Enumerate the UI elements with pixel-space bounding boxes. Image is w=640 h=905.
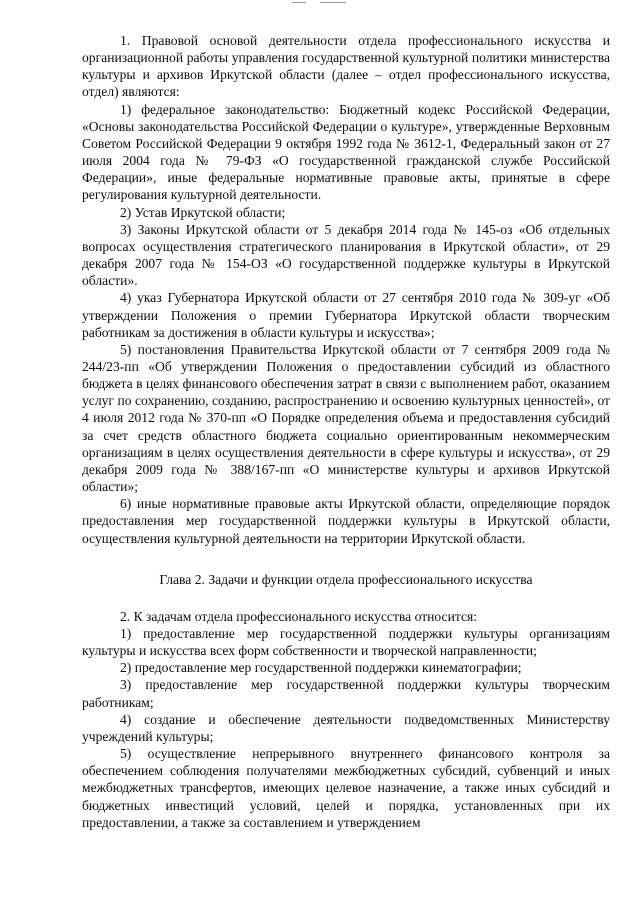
paragraph-regional-charter: 2) Устав Иркутской области;	[120, 204, 286, 220]
paragraph-governor-decree: 4) указ Губернатора Иркутской области от 27 сентября 2010 года № 309-уг «Об утверждении Положения о премии Губернатора Иркутской области творческим работникам за достижения в области культуры и искусства»;	[82, 290, 610, 340]
paragraph-task-3: 3) предоставление мер государственной поддержки культуры творческим работникам;	[82, 677, 610, 710]
paragraph-federal-legislation: 1) федеральное законодательство: Бюджетный кодекс Российской Федерации, «Основы законодательства Российской Федерации о культуре», утвержденные Верховным Советом Российской Федерации 9 октября 1992 года № 3612-1, Федеральный закон от 27 июля 2004 года № 79-ФЗ «О государственной гражданской службе Российской Федерации», иные федеральные нормативные правовые акты, принятые в сфере регулирования культурной деятельности.	[82, 101, 610, 203]
document-page	[82, 32, 610, 831]
paragraph-legal-basis-intro: 1. Правовой основой деятельности отдела профессионального искусства и организационной работы управления государственной культурной политики министерства культуры и архивов Иркутской области (далее – отдел профессионального искусства, отдел) являются:	[82, 33, 610, 100]
chapter-heading: Глава 2. Задачи и функции отдела профессионального искусства	[159, 571, 533, 587]
paragraph-tasks-intro: 2. К задачам отдела профессионального искусства относится:	[120, 608, 478, 624]
paragraph-other-regional-acts: 6) иные нормативные правовые акты Иркутской области, определяющие порядок предоставления мер государственной поддержки культуры в Иркутской области, осуществления культурной деятельности на территории Иркутской области.	[82, 496, 610, 546]
paragraph-government-resolutions: 5) постановления Правительства Иркутской области от 7 сентября 2009 года № 244/23-пп «Об утверждении Положения о предоставлении субсидий из областного бюджета в целях финансового обеспечения затрат в связи с выполнением работ, оказанием услуг по сохранению, созданию, распространению и освоению культурных ценностей», от 4 июля 2012 года № 370-пп «О Порядке определения объема и предоставления субсидий за счет средств областного бюджета социально ориентированным некоммерческим организациям в целях осуществления деятельности в сфере культуры и искусства», от 29 декабря 2009 года № 388/167-пп «О министерстве культуры и архивов Иркутской области»;	[82, 341, 610, 495]
paragraph-regional-laws: 3) Законы Иркутской области от 5 декабря 2014 года № 145-оз «Об отдельных вопросах осуществления стратегического планирования в Иркутской области», от 29 декабря 2007 года № 154-ОЗ «О государственной поддержке культуры в Иркутской области».	[82, 221, 610, 289]
paragraph-task-2: 2) предоставление мер государственной поддержки кинематографии;	[120, 660, 522, 676]
legal-basis-section	[82, 32, 610, 547]
scan-artifact-mark	[292, 0, 352, 6]
tasks-section	[82, 608, 610, 831]
paragraph-task-4: 4) создание и обеспечение деятельности подведомственных Министерству учреждений культуры;	[82, 711, 610, 744]
paragraph-task-5: 5) осуществление непрерывного внутреннего финансового контроля за обеспечением соблюдения получателями межбюджетных субсидий, субвенций и иных межбюджетных трансфертов, имеющих целевое назначение, а также иных субсидий и бюджетных инвестиций условий, целей и порядка, установленных при их предоставлении, а также за составлением и утверждением	[82, 746, 610, 830]
paragraph-task-1: 1) предоставление мер государственной поддержки культуры организациям культуры и искусства всех форм собственности и творческой направленности;	[82, 626, 610, 659]
